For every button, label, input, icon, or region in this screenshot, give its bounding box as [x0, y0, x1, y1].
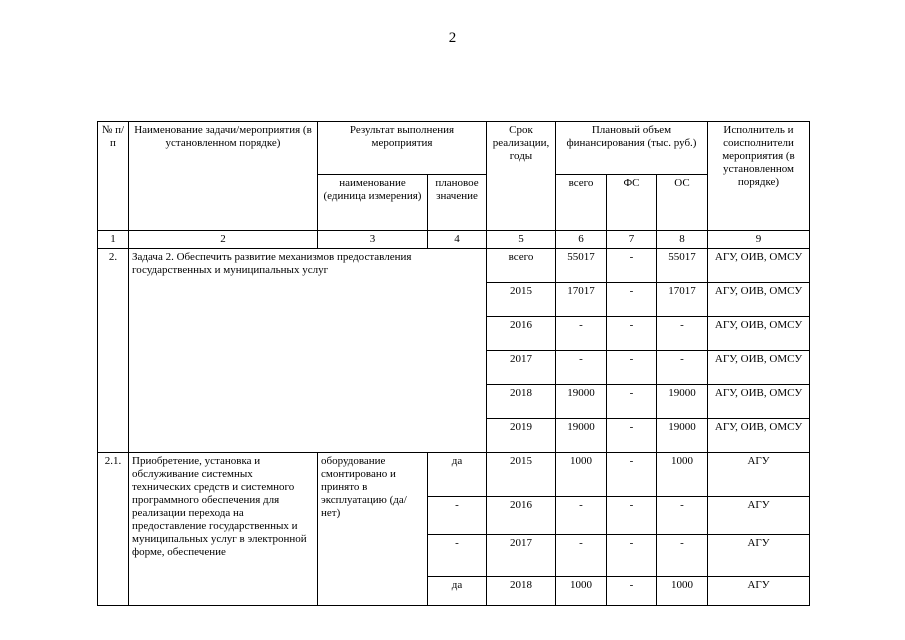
executor-cell: АГУ: [708, 453, 810, 497]
year-cell: 2018: [487, 577, 556, 606]
header-financing: Плановый объем финансирования (тыс. руб.): [556, 122, 708, 175]
year-cell: всего: [487, 249, 556, 283]
os-cell: 19000: [657, 385, 708, 419]
os-cell: 1000: [657, 453, 708, 497]
fs-cell: -: [607, 577, 657, 606]
header-fin-total: всего: [556, 175, 607, 231]
plan-value-cell: -: [428, 497, 487, 535]
fs-cell: -: [607, 453, 657, 497]
fs-cell: -: [607, 351, 657, 385]
header-executor: Исполнитель и соисполнители мероприятия (в установленном порядке): [708, 122, 810, 231]
plan-value-cell: да: [428, 577, 487, 606]
header-fin-os: ОС: [657, 175, 708, 231]
column-number: 9: [708, 231, 810, 249]
year-cell: 2015: [487, 453, 556, 497]
executor-cell: АГУ, ОИВ, ОМСУ: [708, 317, 810, 351]
total-cell: -: [556, 535, 607, 577]
executor-cell: АГУ: [708, 535, 810, 577]
column-number: 7: [607, 231, 657, 249]
column-number: 5: [487, 231, 556, 249]
column-number: 8: [657, 231, 708, 249]
year-cell: 2019: [487, 419, 556, 453]
fs-cell: -: [607, 535, 657, 577]
year-cell: 2017: [487, 351, 556, 385]
executor-cell: АГУ, ОИВ, ОМСУ: [708, 283, 810, 317]
total-cell: 55017: [556, 249, 607, 283]
total-cell: 19000: [556, 419, 607, 453]
task2-row: [98, 249, 810, 283]
total-cell: 1000: [556, 453, 607, 497]
fs-cell: -: [607, 249, 657, 283]
header-num: № п/п: [98, 122, 129, 231]
os-cell: 19000: [657, 419, 708, 453]
item21-row: [98, 453, 810, 497]
year-cell: 2015: [487, 283, 556, 317]
fs-cell: -: [607, 419, 657, 453]
total-cell: -: [556, 497, 607, 535]
os-cell: -: [657, 351, 708, 385]
year-cell: 2016: [487, 497, 556, 535]
executor-cell: АГУ: [708, 497, 810, 535]
item-result: оборудование смонтировано и принято в эксплуатацию (да/нет): [318, 453, 428, 606]
header-result-name: наименование (единица измерения): [318, 175, 428, 231]
fs-cell: -: [607, 317, 657, 351]
total-cell: -: [556, 317, 607, 351]
executor-cell: АГУ, ОИВ, ОМСУ: [708, 351, 810, 385]
total-cell: 1000: [556, 577, 607, 606]
program-table: [97, 121, 810, 606]
year-cell: 2017: [487, 535, 556, 577]
column-number: 6: [556, 231, 607, 249]
os-cell: -: [657, 317, 708, 351]
total-cell: 17017: [556, 283, 607, 317]
os-cell: -: [657, 535, 708, 577]
column-numbers-row: [98, 231, 810, 249]
page-number: 2: [448, 30, 457, 46]
plan-value-cell: да: [428, 453, 487, 497]
executor-cell: АГУ: [708, 577, 810, 606]
header-term: Срок реализации, годы: [487, 122, 556, 231]
fs-cell: -: [607, 497, 657, 535]
executor-cell: АГУ, ОИВ, ОМСУ: [708, 385, 810, 419]
column-number: 1: [98, 231, 129, 249]
plan-value-cell: -: [428, 535, 487, 577]
header-name: Наименование задачи/мероприятия (в установленном порядке): [129, 122, 318, 231]
os-cell: -: [657, 497, 708, 535]
total-cell: 19000: [556, 385, 607, 419]
item-num: 2.1.: [98, 453, 129, 606]
column-number: 4: [428, 231, 487, 249]
executor-cell: АГУ, ОИВ, ОМСУ: [708, 419, 810, 453]
executor-cell: АГУ, ОИВ, ОМСУ: [708, 249, 810, 283]
header-result: Результат выполнения мероприятия: [318, 122, 487, 175]
fs-cell: -: [607, 283, 657, 317]
year-cell: 2016: [487, 317, 556, 351]
fs-cell: -: [607, 385, 657, 419]
os-cell: 17017: [657, 283, 708, 317]
total-cell: -: [556, 351, 607, 385]
column-number: 2: [129, 231, 318, 249]
header-result-value: плановое значение: [428, 175, 487, 231]
os-cell: 1000: [657, 577, 708, 606]
task-name: Задача 2. Обеспечить развитие механизмов предоставления государственных и муниципальных услуг: [129, 249, 487, 453]
year-cell: 2018: [487, 385, 556, 419]
column-number: 3: [318, 231, 428, 249]
task-num: 2.: [98, 249, 129, 453]
item-name: Приобретение, установка и обслуживание системных технических средств и системного программного обеспечения для реализации перехода на предоставление государственных и муниципальных услуг в электронной форме, обеспечение: [129, 453, 318, 606]
os-cell: 55017: [657, 249, 708, 283]
header-fin-fs: ФС: [607, 175, 657, 231]
